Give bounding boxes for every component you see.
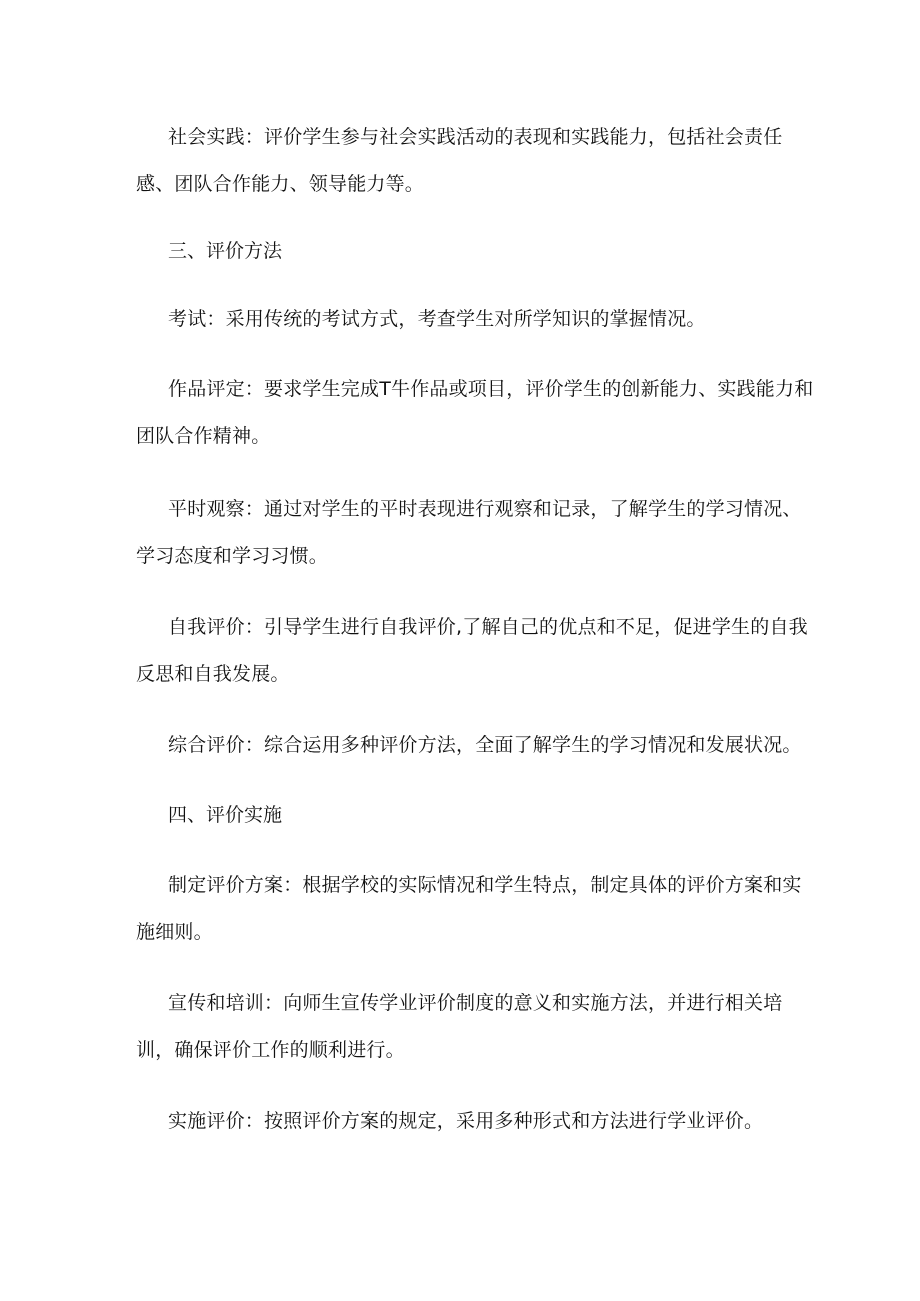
- paragraph-formulate-plan: 制定评价方案：根据学校的实际情况和学生特点，制定具体的评价方案和实施细则。: [136, 874, 802, 943]
- paragraph-self-evaluation: 自我评价：引导学生进行自我评价,了解自己的优点和不足，促进学生的自我反思和自我发展。: [136, 616, 808, 685]
- paragraph-comprehensive-evaluation: 综合评价：综合运用多种评价方法，全面了解学生的学习情况和发展状况。: [168, 734, 802, 756]
- paragraph-implement-evaluation: 实施评价：按照评价方案的规定，采用多种形式和方法进行学业评价。: [168, 1110, 764, 1132]
- paragraph-work-assessment: 作品评定：要求学生完成T牛作品或项目，评价学生的创新能力、实践能力和团队合作精神。: [136, 378, 814, 447]
- paragraph-publicity-training: 宣传和培训：向师生宣传学业评价制度的意义和实施方法，并进行相关培训，确保评价工作的顺利进行。: [136, 992, 783, 1061]
- section-heading-evaluation-implementation: 四、评价实施: [168, 804, 283, 826]
- paragraph-social-practice: 社会实践：评价学生参与社会实践活动的表现和实践能力，包括社会责任感、团队合作能力、领导能力等。: [136, 126, 783, 195]
- paragraph-exam: 考试：采用传统的考试方式，考查学生对所学知识的掌握情况。: [168, 308, 706, 330]
- section-heading-evaluation-methods: 三、评价方法: [168, 240, 283, 262]
- paragraph-daily-observation: 平时观察：通过对学生的平时表现进行观察和记录，了解学生的学习情况、学习态度和学习习惯。: [136, 498, 802, 567]
